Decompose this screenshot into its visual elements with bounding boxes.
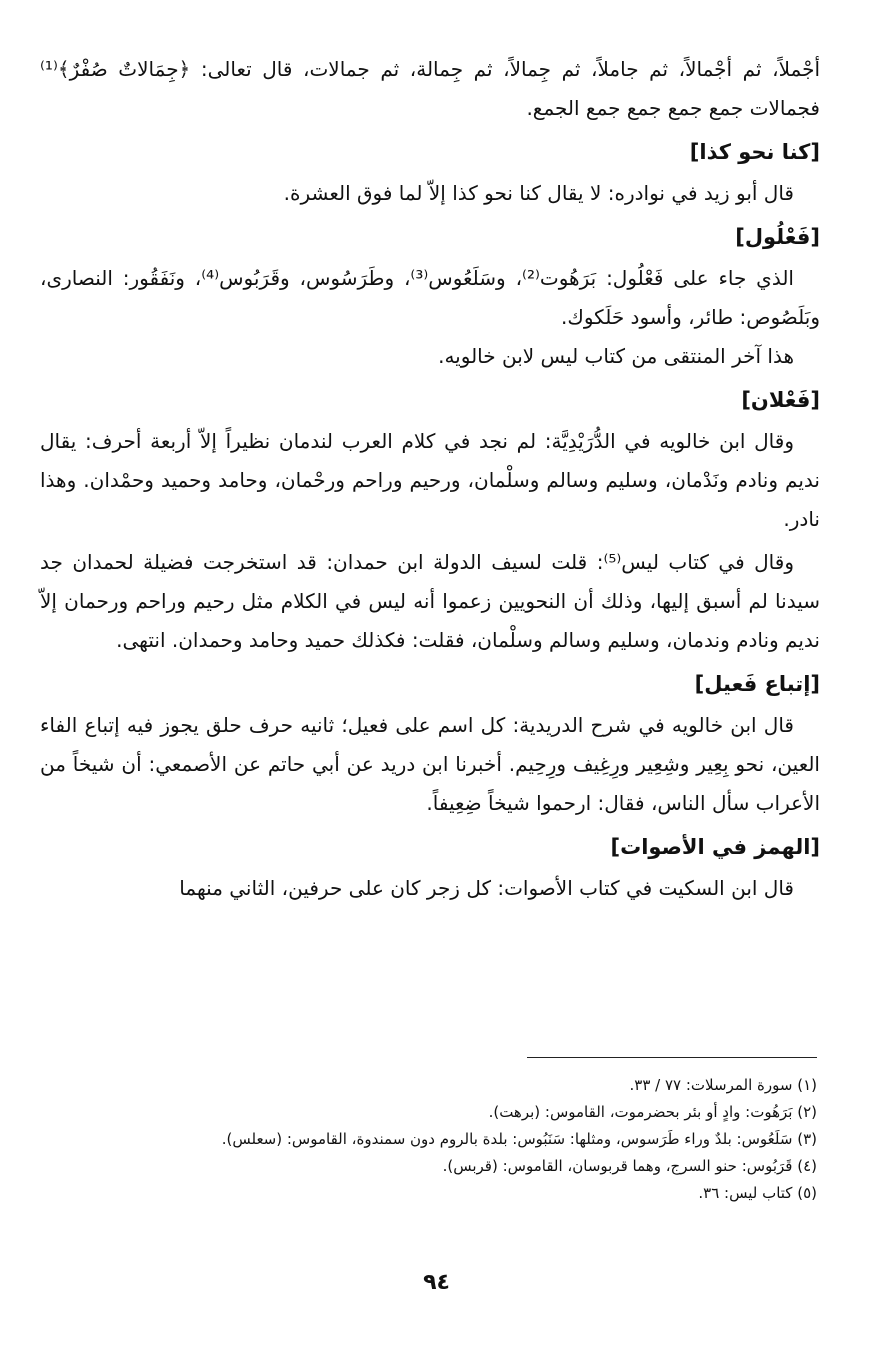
page-number: ٩٤ bbox=[423, 1270, 450, 1295]
paragraph: هذا آخر المنتقى من كتاب ليس لابن خالويه. bbox=[438, 344, 794, 368]
footnote: (٣) سَلَعُوس: بلدٌ وراء طَرَسوس، ومثلها: سَنَبُوس: بلدة بالروم دون سمندوة، القاموس: (سعلس). bbox=[221, 1130, 817, 1148]
intro-paragraph: أجْملاً، ثم أجْمالاً، ثم جاملاً، ثم جِمالاً، ثم جِمالة، ثم جمالات، قال تعالى: ﴿جِمَالاتٌ صُفْرٌ﴾⁽¹⁾ فجمالات جمع جمع جمع جمع الجمع. bbox=[40, 57, 820, 120]
footnote: (١) سورة المرسلات: ٧٧ / ٣٣. bbox=[629, 1076, 817, 1094]
section-heading-itba-fail: [إتباع فَعيل] bbox=[694, 672, 820, 696]
footnotes bbox=[57, 1072, 817, 1207]
footnote: (٤) قَرَبُوس: حنو السرج، وهما قربوسان، القاموس: (قربس). bbox=[442, 1157, 817, 1175]
paragraph: الذي جاء على فَعْلُول: بَرَهُوت⁽²⁾، وسَلَعُوس⁽³⁾، وطَرَسُوس، وقَرَبُوس⁽⁴⁾، ونَفَقُور: النصارى، وبَلَصُوص: طائر، وأسود حَلَكوك. bbox=[40, 266, 820, 329]
page-body bbox=[40, 50, 820, 912]
footnote-separator bbox=[527, 1057, 817, 1058]
paragraph: قال ابن السكيت في كتاب الأصوات: كل زجر كان على حرفين، الثاني منهما bbox=[179, 876, 794, 900]
footnote: (٥) كتاب ليس: ٣٦. bbox=[698, 1184, 817, 1202]
section-heading-faalan: [فَعْلان] bbox=[741, 388, 820, 412]
section-heading-kunna-nahw: [كنا نحو كذا] bbox=[689, 140, 820, 164]
paragraph: قال أبو زيد في نوادره: لا يقال كنا نحو كذا إلاّ لما فوق العشرة. bbox=[283, 181, 794, 205]
paragraph: وقال في كتاب ليس⁽⁵⁾: قلت لسيف الدولة ابن حمدان: قد استخرجت فضيلة لحمدان جد سيدنا لم أسبق إليها، وذلك أن النحويين زعموا أنه ليس في الكلام مثل رحيم وراحم ورحمان إلاّ نديم ونادم وندمان، وسليم وسالم وسلْمان، فقلت: فكذلك حميد وحامد وحمدان. انتهى. bbox=[40, 550, 820, 652]
paragraph: وقال ابن خالويه في الدُّرَيْدِيَّة: لم نجد في كلام العرب لندمان نظيراً إلاّ أربعة أحرف: يقال نديم ونادم ونَدْمان، وسليم وسالم وسلْمان، ورحيم وراحم ورحْمان، وحامد وحميد وحمْدان. وهذا نادر. bbox=[40, 429, 820, 531]
footnote: (٢) بَرَهُوت: وادٍ أو بئر بحضرموت، القاموس: (برهت). bbox=[488, 1103, 817, 1121]
section-heading-hamz-aswat: [الهمز في الأصوات] bbox=[610, 835, 820, 859]
paragraph: قال ابن خالويه في شرح الدريدية: كل اسم على فعيل؛ ثانيه حرف حلق يجوز فيه إتباع الفاء العين، نحو بِعِير وشِعِير ورِغِيف ورِحِيم. أخبرنا ابن دريد عن أبي حاتم عن الأصمعي: أن شيخاً من الأعراب سأل الناس، فقال: ارحموا شيخاً ضِعِيفاً. bbox=[40, 713, 820, 815]
section-heading-faalul: [فَعْلُول] bbox=[735, 225, 820, 249]
